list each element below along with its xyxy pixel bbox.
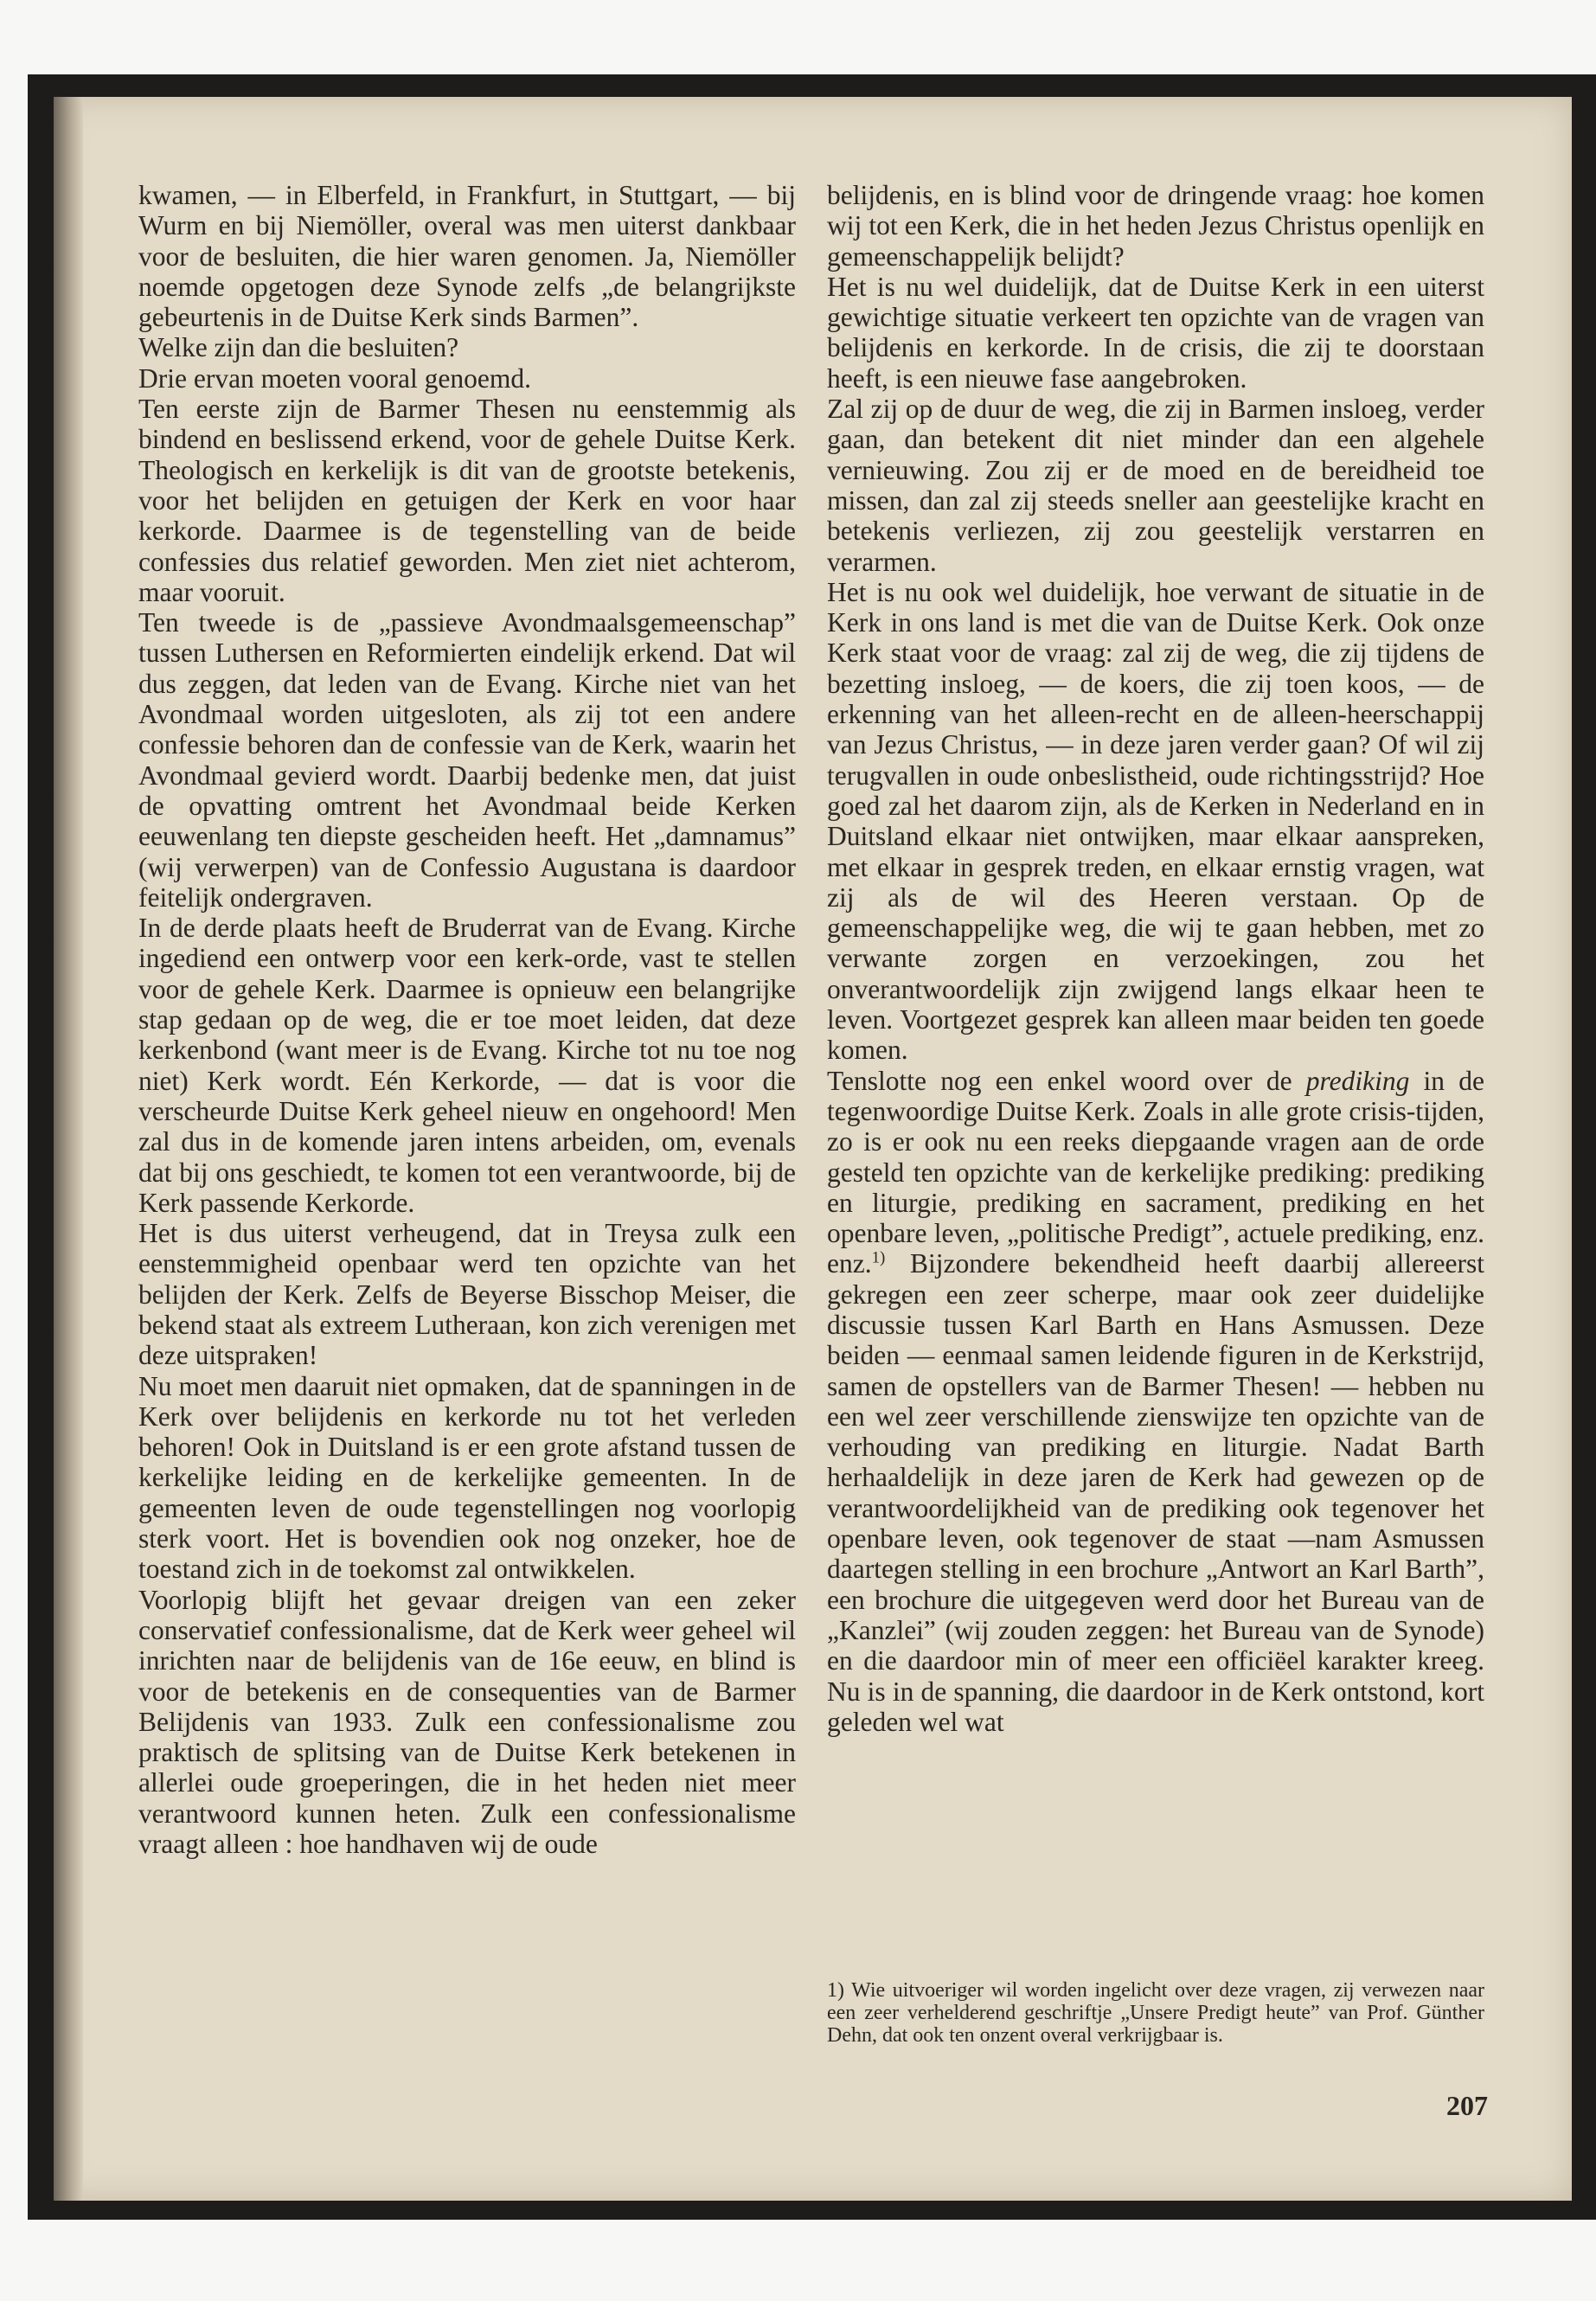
paragraph: In de derde plaats heeft de Bruderrat van de Evang. Kirche ingediend een ontwerp voor een kerk-orde, vast te stellen voor de gehele Kerk. Daarmee is opnieuw een belangrijke stap gedaan op de weg, die er toe moet leiden, dat deze kerkenbond (want meer is de Evang. Kirche tot nu toe nog niet) Kerk wordt. Eén Kerkorde, — dat is voor die verscheurde Duitse Kerk geheel nieuw en ongehoord! Men zal dus in de komende jaren intens arbeiden, om, evenals dat bij ons geschiedt, te komen tot een verantwoorde, bij de Kerk passende Kerkorde. (138, 913, 796, 1218)
right-text-column (827, 180, 1484, 1737)
paragraph: Zal zij op de duur de weg, die zij in Barmen insloeg, verder gaan, dan betekent dit niet minder dan een algehele vernieuwing. Zou zij er de moed en de bereidheid toe missen, dan zal zij steeds sneller aan geestelijke kracht en betekenis verliezen, zij zou geestelijk verstarren en verarmen. (827, 394, 1484, 577)
left-text-column (138, 180, 796, 1859)
paragraph: Ten tweede is de „passieve Avondmaalsgemeenschap” tussen Luthersen en Reformierten eindelijk erkend. Dat wil dus zeggen, dat leden van de Evang. Kirche niet van het Avondmaal worden uitgesloten, als zij tot een andere confessie behoren dan de confessie van de Kerk, waarin het Avondmaal gevierd wordt. Daarbij bedenke men, dat juist de opvatting omtrent het Avondmaal beide Kerken eeuwenlang ten diepste gescheiden heeft. Het „damnamus” (wij verwerpen) van de Confessio Augustana is daardoor feitelijk ondergraven. (138, 607, 796, 913)
paragraph: Voorlopig blijft het gevaar dreigen van een zeker conservatief confessionalisme, dat de Kerk weer geheel wil inrichten naar de belijdenis van de 16e eeuw, en blind is voor de betekenis en de consequenties van de Barmer Belijdenis van 1933. Zulk een confessionalisme zou praktisch de splitsing van de Duitse Kerk betekenen in allerlei oude groeperingen, die in het heden niet meer verantwoord kunnen heten. Zulk een confessionalisme vraagt alleen : hoe handhaven wij de oude (138, 1584, 796, 1860)
paragraph: Ten eerste zijn de Barmer Thesen nu eenstemmig als bindend en beslissend erkend, voor de gehele Duitse Kerk. Theologisch en kerkelijk is dit van de grootste betekenis, voor het belijden en getuigen der Kerk en voor haar kerkorde. Daarmee is de tegenstelling van de beide confessies dus relatief geworden. Men ziet niet achterom, maar vooruit. (138, 394, 796, 607)
paragraph: Het is dus uiterst verheugend, dat in Treysa zulk een eenstemmigheid openbaar werd ten opzichte van het belijden der Kerk. Zelfs de Beyerse Bisschop Meiser, die bekend staat als extreem Lutheraan, kon zich verenigen met deze uitspraken! (138, 1218, 796, 1371)
footnote: 1) Wie uitvoeriger wil worden ingelicht over deze vragen, zij verwezen naar een zeer verhelderend geschriftje „Unsere Predigt heute” van Prof. Günther Dehn, dat ook ten onzent overal verkrijgbaar is. (827, 1979, 1484, 2047)
book-spine-shadow (54, 97, 83, 2201)
paragraph: Nu moet men daaruit niet opmaken, dat de spanningen in de Kerk over belijdenis en kerkorde nu tot het verleden behoren! Ook in Duitsland is er een grote afstand tussen de kerkelijke leiding en de kerkelijke gemeenten. In de gemeenten leven de oude tegenstellingen nog voorlopig sterk voort. Het is bovendien ook nog onzeker, hoe de toestand zich in de toekomst zal ontwikkelen. (138, 1370, 796, 1585)
paragraph: Drie ervan moeten vooral genoemd. (138, 362, 531, 394)
paragraph-rich: Tenslotte nog een enkel woord over de prediking in de tegenwoordige Duitse Kerk. Zoals in alle grote crisis-tijden, zo is er ook nu een reeks diepgaande vragen aan de orde gesteld ten opzichte van de kerkelijke prediking: prediking en liturgie, prediking en sacrament, prediking en het openbare leven, „politische Predigt”, actuele prediking, enz. enz.$^{1)}$ Bijzondere bekendheid heeft daarbij allereerst gekregen een zeer scherpe, maar ook zeer duidelijke discussie tussen Karl Barth en Hans Asmussen. Deze beiden — eenmaal samen leidende figuren in de Kerkstrijd, samen de opstellers van de Barmer Thesen! — hebben nu een wel zeer verschillende zienswijze ten opzichte van de verhouding van prediking en liturgie. Nadat Barth herhaaldelijk in deze jaren de Kerk had gewezen op de verantwoordelijkheid van de prediking ook tegenover het openbare leven, ook tegenover de staat —nam Asmussen daartegen stelling in een brochure „Antwort an Karl Barth”, een brochure die uitgegeven werd door het Bureau van de „Kanzlei” (wij zouden zeggen: het Bureau van de Synode) en die daardoor min of meer een officiëel karakter kreeg. Nu is in de spanning, die daardoor in de Kerk ontstond, kort geleden wel wat (827, 1065, 1484, 1737)
paragraph: kwamen, — in Elberfeld, in Frankfurt, in Stuttgart, — bij Wurm en bij Niemöller, overal was men uiterst dankbaar voor de besluiten, die hier waren genomen. Ja, Niemöller noemde opgetogen deze Synode zelfs „de belangrijkste gebeurtenis in de Duitse Kerk sinds Barmen”. (138, 180, 796, 333)
paragraph: belijdenis, en is blind voor de dringende vraag: hoe komen wij tot een Kerk, die in het heden Jezus Christus openlijk en gemeenschappelijk belijdt? (827, 180, 1484, 272)
paragraph: Welke zijn dan die besluiten? (138, 332, 459, 363)
page-number: 207 (1446, 2090, 1488, 2121)
paragraph: Het is nu wel duidelijk, dat de Duitse Kerk in een uiterst gewichtige situatie verkeert ten opzichte van de vragen van belijdenis en kerkorde. In de crisis, die zij te doorstaan heeft, is een nieuwe fase aangebroken. (827, 271, 1484, 394)
paragraph: Het is nu ook wel duidelijk, hoe verwant de situatie in de Kerk in ons land is met die van de Duitse Kerk. Ook onze Kerk staat voor de vraag: zal zij de weg, die zij tijdens de bezetting insloeg, — de koers, die zij toen koos, — de erkenning van het alleen-recht en de alleen-heerschappij van Jezus Christus, — in deze jaren verder gaan? Of wil zij terugvallen in oude onbeslistheid, oude richtingsstrijd? Hoe goed zal het daarom zijn, als de Kerken in Nederland en in Duitsland elkaar niet ontwijken, maar elkaar aanspreken, met elkaar in gesprek treden, en elkaar ernstig vragen, wat zij als de wil des Heeren verstaan. Op de gemeenschappelijke weg, die wij te gaan hebben, met zo verwante zorgen en verzoekingen, zou het onverantwoordelijk zijn zwijgend langs elkaar heen te leven. Voortgezet gesprek kan alleen maar beiden ten goede komen. (827, 576, 1484, 1066)
